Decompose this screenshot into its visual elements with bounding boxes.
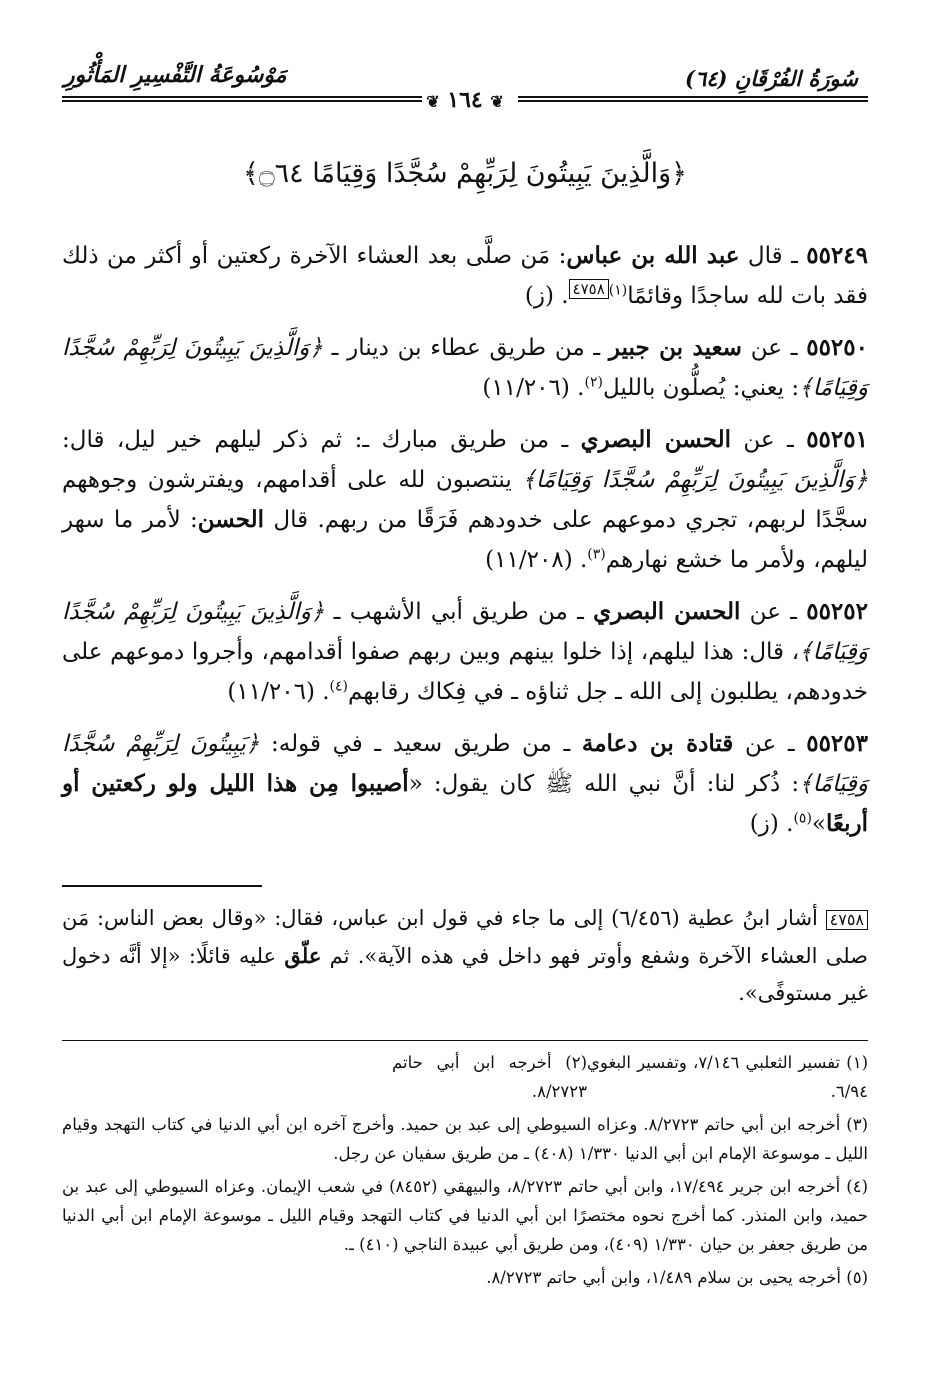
book-title: مَوْسُوعَةُ التَّفْسِيرِ المَأْثُورِ bbox=[64, 62, 287, 88]
footnote-marker: (٢) bbox=[584, 374, 603, 391]
commentary-body bbox=[62, 236, 868, 856]
narrator-name: الحسن bbox=[197, 506, 265, 533]
narration-number: ٥٥٢٥٠ bbox=[806, 334, 868, 361]
narrator-name: الحسن البصري bbox=[580, 426, 731, 453]
note-text: عليه قائلًا: «إلا أنَّه دخول غير مستوفًى». bbox=[62, 944, 868, 1005]
quran-quote: ﴿وَالَّذِينَ يَبِيتُونَ لِرَبِّهِمْ سُجَّدًا وَقِيَامًا﴾ bbox=[62, 599, 868, 665]
footnote: (٥) أخرجه يحيى بن سلام ١/٤٨٩، وابن أبي حاتم ٨/٢٧٢٣. bbox=[486, 1268, 868, 1287]
page-number: ١٦٤ bbox=[447, 87, 483, 113]
narration-entry bbox=[62, 236, 868, 316]
page-number-block bbox=[62, 87, 868, 113]
surah-title: سُورَةُ الفُرْقَانِ (٦٤) bbox=[685, 66, 858, 91]
narration-entry bbox=[62, 328, 868, 408]
ornament-icon: ❦ bbox=[426, 92, 440, 111]
footnote-marker: (٤) bbox=[329, 678, 349, 695]
narration-text: : مَن صلَّى بعد العشاء الآخرة ركعتين أو أكثر من ذلك فقد بات لله ساجدًا وقائمًا bbox=[62, 243, 868, 309]
scholarly-note bbox=[62, 900, 868, 1012]
note-text: أشار ابنُ عطية (٦/٤٥٦) إلى ما جاء في قول ابن عباس، فقال: «وقال بعض الناس: مَن صلى العشاء الآخرة وشفع وأوتر فهو داخل في هذه الآية». ثم bbox=[62, 906, 868, 968]
footnote-marker: (١) bbox=[608, 282, 628, 299]
footnotes bbox=[62, 1048, 868, 1296]
note-bold-word: علّق bbox=[284, 943, 322, 968]
source-reference: . (١١/٢٠٦) bbox=[227, 679, 330, 705]
narration-text: ـ عن bbox=[741, 335, 807, 361]
quran-quote: ﴿يَبِيتُونَ لِرَبِّهِمْ سُجَّدًا وَقِيَامًا﴾ bbox=[62, 731, 868, 797]
quran-quote: ﴿وَالَّذِينَ يَبِيتُونَ لِرَبِّهِمْ سُجَّدًا وَقِيَامًا﴾ bbox=[62, 335, 868, 401]
footnote-marker: (٣) bbox=[587, 546, 606, 563]
narration-text: ينتصبون لله على أقدامهم، ويفترشون وجوههم سجَّدًا لربهم، تجري دموعهم على خدودهم فَرَقًا من ربهم. قال bbox=[62, 467, 868, 533]
narrator-name: عبد الله بن عباس bbox=[566, 242, 740, 269]
narration-text: : يعني: يُصلُّون بالليل bbox=[602, 375, 800, 401]
narration-number: ٥٥٢٥٣ bbox=[806, 730, 868, 757]
narration-number: ٥٥٢٥١ bbox=[806, 426, 868, 453]
note-number-box: ٤٧٥٨ bbox=[826, 910, 868, 930]
narration-text: : ذُكر لنا: أنَّ نبي الله ﷺ كان يقول: « bbox=[408, 771, 800, 797]
narration-text: ـ عن bbox=[740, 599, 807, 625]
narration-number: ٥٥٢٤٩ bbox=[806, 242, 869, 269]
footnote-marker: (٥) bbox=[793, 810, 812, 827]
hadith-text: أصيبوا مِن هذا الليل ولو ركعتين أو أربعًا bbox=[62, 770, 868, 837]
footnote: (٣) أخرجه ابن أبي حاتم ٨/٢٧٢٣. وعزاه السيوطي إلى عبد بن حميد. وأخرج آخره ابن أبي الدنيا في كتاب التهجد وقيام الليل ـ موسوعة الإمام ابن أبي الدنيا ١/٣٣٠ (٤٠٨) ـ من طريق سفيان عن رجل. bbox=[62, 1115, 869, 1163]
verse-heading: ﴿وَالَّذِينَ يَبِيتُونَ لِرَبِّهِمْ سُجَّدًا وَقِيَامًا ۝٦٤﴾ bbox=[243, 158, 687, 189]
narration-text: ـ عن bbox=[731, 427, 807, 453]
source-reference: . (١١/٢٠٦) bbox=[482, 375, 585, 401]
narration-text: ، قال: هذا ليلهم، إذا خلوا بينهم وبين ربهم صفوا أقدامهم، وأجروا دموعهم على خدودهم، يطلبون إلى الله ـ جل ثناؤه ـ في فِكاك رقابهم bbox=[62, 639, 868, 705]
narration-text: ـ من طريق مبارك ـ: ثم ذكر ليلهم خير ليل، قال: bbox=[62, 427, 581, 453]
page-header bbox=[62, 48, 868, 112]
footnote: (٢) أخرجه ابن أبي حاتم ٨/٢٧٢٣. bbox=[392, 1053, 587, 1101]
narration-text: ـ من طريق سعيد ـ في قوله: bbox=[259, 731, 582, 757]
footnote-separator bbox=[62, 1040, 868, 1041]
narrator-name: قتادة بن دعامة bbox=[581, 730, 734, 757]
footnote: (٤) أخرجه ابن جرير ١٧/٤٩٤، وابن أبي حاتم ٨/٢٧٢٣، والبيهقي (٨٤٥٢) في شعب الإيمان. وعزاه السيوطي إلى عبد بن حميد، وابن المنذر. كما أخرج نحوه مختصرًا ابن أبي الدنيا في كتاب التهجد وقيام الليل ـ موسوعة الإمام ابن أبي الدنيا من طريق جعفر بن حيان ١/٣٣٠ (٤٠٩)، ومن طريق أبي عبيدة الناجي (٤١٠) ـ. bbox=[62, 1177, 868, 1254]
narrator-name: سعيد بن جبير bbox=[608, 334, 742, 361]
note-reference-box: ٤٧٥٨ bbox=[569, 279, 609, 299]
narration-text: » bbox=[811, 811, 826, 837]
narration-entry bbox=[62, 724, 868, 844]
ornament-icon: ❦ bbox=[490, 92, 504, 111]
narration-text: ـ من طريق أبي الأشهب ـ bbox=[324, 599, 594, 625]
narration-text: : لأمر ما سهر ليلهم، ولأمر ما خشع نهارهم bbox=[62, 507, 868, 573]
narrator-name: الحسن البصري bbox=[593, 598, 741, 625]
narration-number: ٥٥٢٥٢ bbox=[806, 598, 868, 625]
note-separator bbox=[62, 885, 262, 887]
source-reference: . (ز) bbox=[524, 283, 569, 309]
page bbox=[62, 0, 868, 1379]
source-reference: . (ز) bbox=[749, 811, 794, 837]
narration-text: ـ عن bbox=[733, 731, 807, 757]
narration-entry bbox=[62, 420, 868, 580]
footnote: (١) تفسير الثعلبي ٧/١٤٦، وتفسير البغوي ٦/٩٤. bbox=[587, 1053, 868, 1101]
narration-text: ـ من طريق عطاء بن دينار ـ bbox=[322, 335, 609, 361]
footnote-row bbox=[62, 1048, 868, 1106]
narration-text: ـ قال bbox=[739, 243, 807, 269]
narration-entry bbox=[62, 592, 868, 712]
quran-quote: ﴿وَالَّذِينَ يَبِيتُونَ لِرَبِّهِمْ سُجَّدًا وَقِيَامًا﴾ bbox=[522, 467, 868, 493]
source-reference: . (١١/٢٠٨) bbox=[485, 547, 588, 573]
